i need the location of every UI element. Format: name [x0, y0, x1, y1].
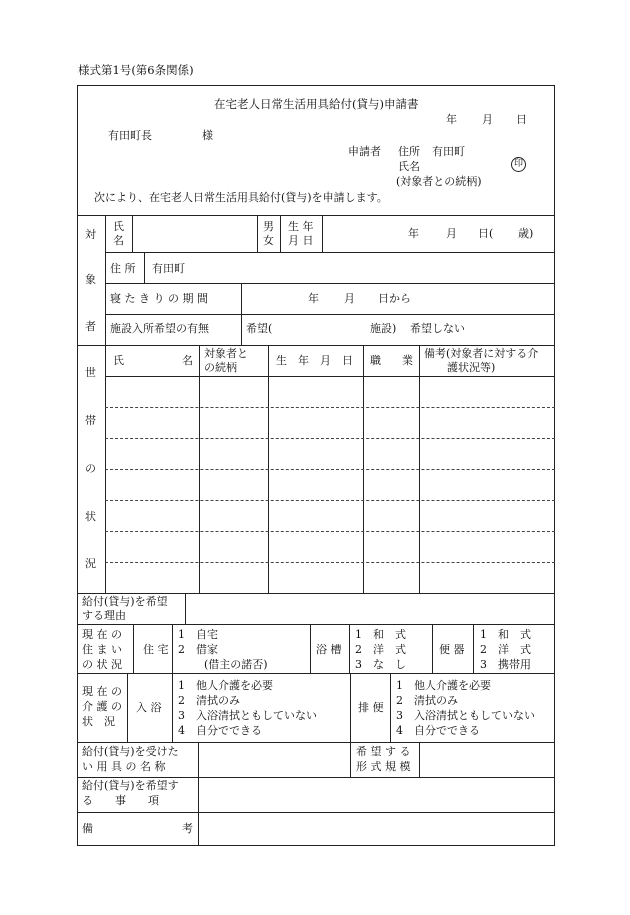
spec-field[interactable]	[420, 743, 554, 776]
care-bath-option-4[interactable]: 4 自分でできる	[178, 724, 262, 737]
facility-wish-option[interactable]: 希望(	[246, 322, 273, 335]
divider	[77, 624, 555, 625]
applicant-address-value[interactable]: 有田町	[432, 145, 465, 158]
applicant-relation-label: (対象者との続柄)	[396, 175, 482, 188]
target-address-label: 住 所	[110, 262, 136, 275]
divider	[105, 283, 555, 284]
applicant-label: 申請者	[348, 145, 381, 158]
remarks-field[interactable]	[199, 813, 554, 845]
care-excretion-option-1[interactable]: 1 他人介護を必要	[396, 679, 491, 692]
header-date-month[interactable]: 月	[482, 113, 493, 126]
divider	[105, 314, 555, 315]
household-col-relation-2: の続柄	[204, 361, 237, 374]
divider	[322, 215, 323, 252]
target-address-value[interactable]: 有田町	[152, 262, 185, 275]
care-label-2: 介 護 の	[82, 700, 122, 713]
table-row[interactable]	[105, 562, 555, 563]
target-birth-month[interactable]: 月	[446, 227, 457, 240]
residence-label-2: 住 ま い	[82, 643, 122, 656]
addressee: 有田町長	[108, 129, 152, 142]
care-label-1: 現 在 の	[82, 685, 122, 698]
target-side-char-3: 者	[85, 320, 96, 333]
divider	[133, 624, 134, 673]
divider	[473, 624, 474, 673]
applicant-address-label: 住所	[398, 145, 420, 158]
facility-wish-close: 施設)	[370, 322, 397, 335]
target-sex-male[interactable]: 男	[263, 220, 274, 233]
addressee-honorific: 様	[202, 129, 213, 142]
household-col-remarks-1: 備考(対象者に対する介	[424, 347, 539, 360]
facility-no-wish-option[interactable]: 希望しない	[410, 322, 465, 335]
form-number-label: 様式第1号(第6条関係)	[78, 63, 194, 77]
header-date-year[interactable]: 年	[446, 113, 457, 126]
toilet-option-western[interactable]: 2 洋 式	[480, 643, 531, 656]
requests-field[interactable]	[199, 778, 554, 811]
bedridden-period-label: 寝 た き り の 期 間	[110, 292, 208, 305]
divider	[144, 252, 145, 283]
divider	[77, 673, 555, 674]
requests-label-1: 給付(貸与)を希望す	[82, 779, 179, 792]
household-side-char-3: の	[85, 462, 96, 475]
target-name-label-1: 氏	[113, 220, 124, 233]
care-excretion-option-4[interactable]: 4 自分でできる	[396, 724, 480, 737]
target-side-char-2: 象	[85, 273, 96, 286]
received-label-2: い 用 具 の 名 称	[82, 760, 166, 773]
household-col-relation-1: 対象者と	[204, 347, 248, 360]
target-name-label-2: 名	[113, 234, 124, 247]
divider	[257, 215, 258, 252]
divider	[105, 215, 106, 345]
table-row[interactable]	[105, 407, 555, 408]
seal-mark: 印	[511, 157, 526, 172]
residence-label-3: の 状 況	[82, 658, 122, 671]
reason-label-1: 給付(貸与)を希望	[82, 595, 168, 608]
target-age[interactable]: 歳)	[518, 227, 534, 240]
table-row[interactable]	[105, 438, 555, 439]
divider	[350, 742, 351, 777]
toilet-option-portable[interactable]: 3 携帯用	[480, 658, 531, 671]
table-row[interactable]	[105, 500, 555, 501]
house-option-owner-consent: (借主の諾否)	[204, 658, 268, 671]
care-bath-option-2[interactable]: 2 清拭のみ	[178, 694, 240, 707]
care-bath-option-3[interactable]: 3 入浴清拭ともしていない	[178, 709, 317, 722]
target-birth-year[interactable]: 年	[408, 227, 419, 240]
reason-field[interactable]	[186, 594, 554, 623]
household-col-name-2: 名	[182, 354, 193, 367]
received-label-1: 給付(貸与)を受けた	[82, 745, 179, 758]
table-row[interactable]	[105, 531, 555, 532]
household-side-char-1: 世	[85, 366, 96, 379]
target-birth-label-2: 月 日	[288, 234, 314, 247]
household-col-birth: 生 年 月 日	[276, 354, 353, 367]
reason-label-2: する理由	[82, 609, 126, 622]
residence-bath-label: 浴 槽	[316, 643, 342, 656]
residence-toilet-label: 便 器	[439, 643, 465, 656]
house-option-rent[interactable]: 2 借家	[178, 643, 218, 656]
household-col-job-1: 職	[370, 354, 381, 367]
divider	[172, 624, 173, 673]
care-bath-option-1[interactable]: 1 他人介護を必要	[178, 679, 273, 692]
target-side-char-1: 対	[85, 228, 96, 241]
divider	[310, 624, 311, 673]
divider	[127, 673, 128, 742]
target-birth-day[interactable]: 日(	[478, 227, 494, 240]
bath-option-none[interactable]: 3 な し	[355, 658, 406, 671]
table-row[interactable]	[105, 469, 555, 470]
form-title: 在宅老人日常生活用具給付(貸与)申請書	[214, 97, 419, 111]
house-option-own[interactable]: 1 自宅	[178, 628, 218, 641]
household-side-char-5: 況	[85, 557, 96, 570]
care-excretion-option-2[interactable]: 2 清拭のみ	[396, 694, 458, 707]
application-statement: 次により、在宅老人日常生活用具給付(貸与)を申請します。	[94, 191, 388, 204]
divider	[390, 673, 391, 742]
residence-house-label: 住 宅	[143, 643, 169, 656]
divider	[105, 376, 555, 377]
divider	[172, 673, 173, 742]
spec-label-2: 形 式 規 模	[356, 760, 411, 773]
remarks-label-2: 考	[182, 822, 193, 835]
care-label-3: 状 況	[82, 715, 115, 728]
household-col-name-1: 氏	[113, 354, 124, 367]
care-bath-label: 入 浴	[136, 701, 162, 714]
divider	[349, 624, 350, 673]
header-date-day[interactable]: 日	[516, 113, 527, 126]
divider	[105, 252, 555, 253]
bath-option-japanese[interactable]: 1 和 式	[355, 628, 406, 641]
divider	[241, 283, 242, 314]
received-equipment-field[interactable]	[199, 743, 349, 776]
remarks-label-1: 備	[82, 822, 93, 835]
divider	[241, 314, 242, 345]
target-sex-female[interactable]: 女	[263, 234, 274, 247]
household-col-remarks-2: 護状況等)	[447, 361, 496, 374]
divider	[77, 345, 555, 346]
facility-wish-label: 施設入所希望の有無	[110, 322, 209, 335]
divider	[432, 624, 433, 673]
spec-label-1: 希 望 す る	[356, 745, 411, 758]
bedridden-year[interactable]: 年	[308, 292, 319, 305]
care-excretion-option-3[interactable]: 3 入浴清拭ともしていない	[396, 709, 535, 722]
requests-label-2: る 事 項	[82, 794, 159, 807]
household-side-char-4: 状	[85, 510, 96, 523]
bedridden-from: 日から	[378, 292, 411, 305]
bedridden-month[interactable]: 月	[344, 292, 355, 305]
divider	[280, 215, 281, 252]
applicant-name-label: 氏名	[398, 160, 420, 173]
target-name-field[interactable]	[133, 216, 257, 251]
household-col-job-2: 業	[402, 354, 413, 367]
divider	[350, 673, 351, 742]
residence-label-1: 現 在 の	[82, 628, 122, 641]
household-side-char-2: 帯	[85, 414, 96, 427]
care-excretion-label: 排 便	[358, 701, 384, 714]
target-birth-label-1: 生 年	[288, 220, 314, 233]
toilet-option-japanese[interactable]: 1 和 式	[480, 628, 531, 641]
bath-option-western[interactable]: 2 洋 式	[355, 643, 406, 656]
